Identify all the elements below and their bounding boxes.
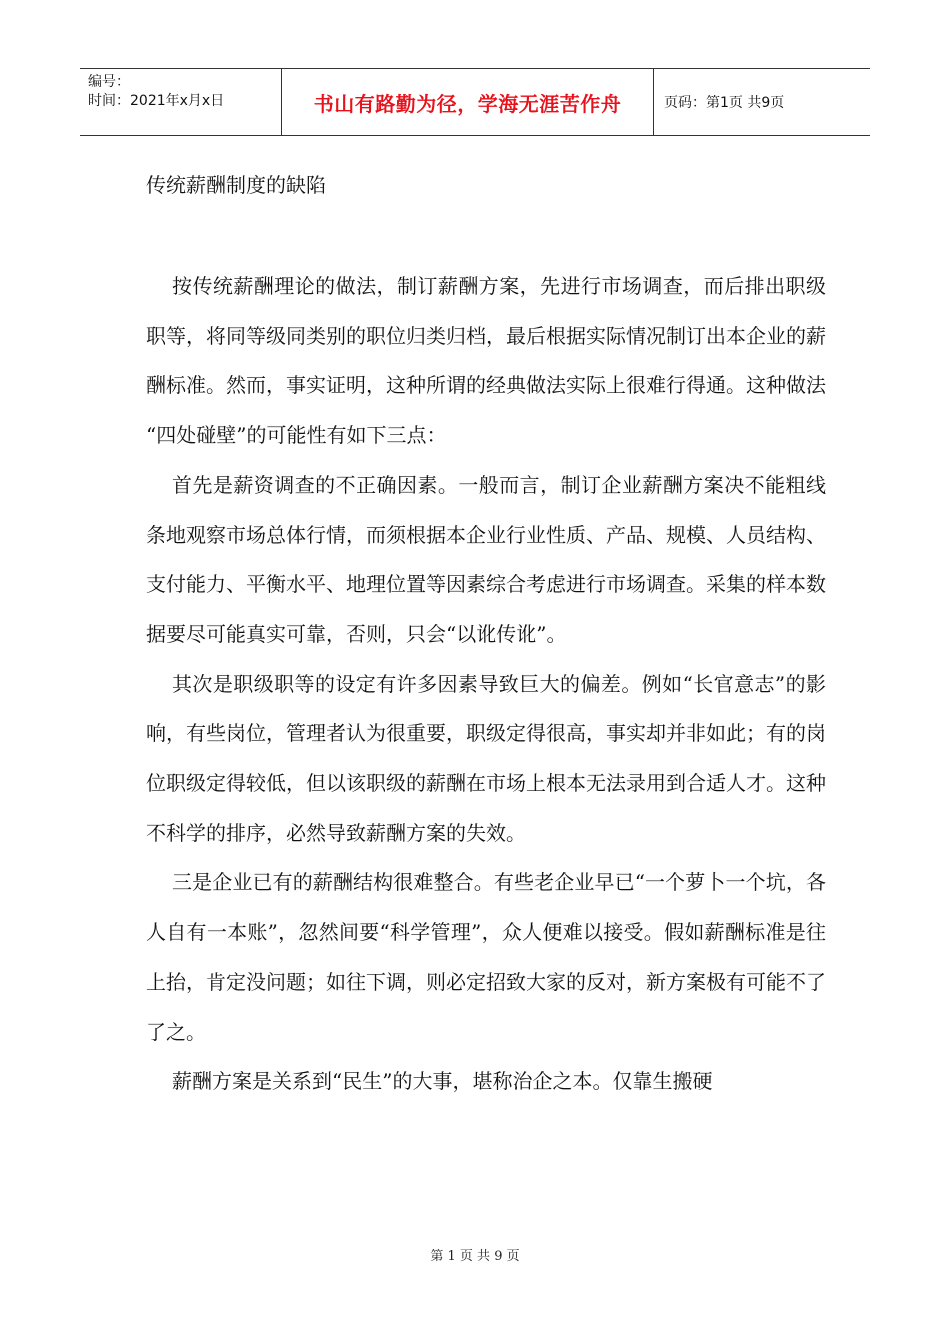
- header-page-cell: [654, 69, 870, 135]
- paragraph: 薪酬方案是关系到“民生”的大事，堪称治企之本。仅靠生搬硬: [172, 1069, 713, 1094]
- paragraph: 三是企业已有的薪酬结构很难整合。有些老企业早已“一个萝卜一个坑，各人自有一本账”，忽然间要“科学管理”，众人便难以接受。假如薪酬标准是往上抬，肯定没问题；如往下调，则必定招致大家的反对，新方案极有可能不了了之。: [146, 870, 826, 1044]
- document-header: [80, 68, 870, 136]
- document-title: 传统薪酬制度的缺陷: [146, 173, 326, 197]
- header-meta-cell: [80, 69, 282, 135]
- time-label: 时间：2021年x月x日: [88, 93, 225, 109]
- document-body: [146, 262, 826, 1107]
- motto-text: 书山有路勤为径，学海无涯苦作舟: [313, 91, 622, 116]
- paragraph: 其次是职级职等的设定有许多因素导致巨大的偏差。例如“长官意志”的影响，有些岗位，管理者认为很重要，职级定得很高，事实却并非如此；有的岗位职级定得较低，但以该职级的薪酬在市场上根本无法录用到合适人才。这种不科学的排序，必然导致薪酬方案的失效。: [146, 671, 826, 845]
- page-footer: 第 1 页 共 9 页: [430, 1249, 520, 1264]
- number-label: 编号：: [88, 74, 130, 90]
- paragraph: 按传统薪酬理论的做法，制订薪酬方案，先进行市场调查，而后排出职级职等，将同等级同类别的职位归类归档，最后根据实际情况制订出本企业的薪酬标准。然而，事实证明，这种所谓的经典做法实际上很难行得通。这种做法 “四处碰壁”的可能性有如下三点：: [146, 274, 826, 448]
- page-info: 页码：第1页 共9页: [664, 95, 785, 111]
- header-motto-cell: [282, 69, 654, 135]
- paragraph: 首先是薪资调查的不正确因素。一般而言，制订企业薪酬方案决不能粗线条地观察市场总体行情，而须根据本企业行业性质、产品、规模、人员结构、支付能力、平衡水平、地理位置等因素综合考虑进行市场调查。采集的样本数据要尽可能真实可靠，否则，只会“以讹传讹”。: [146, 472, 826, 646]
